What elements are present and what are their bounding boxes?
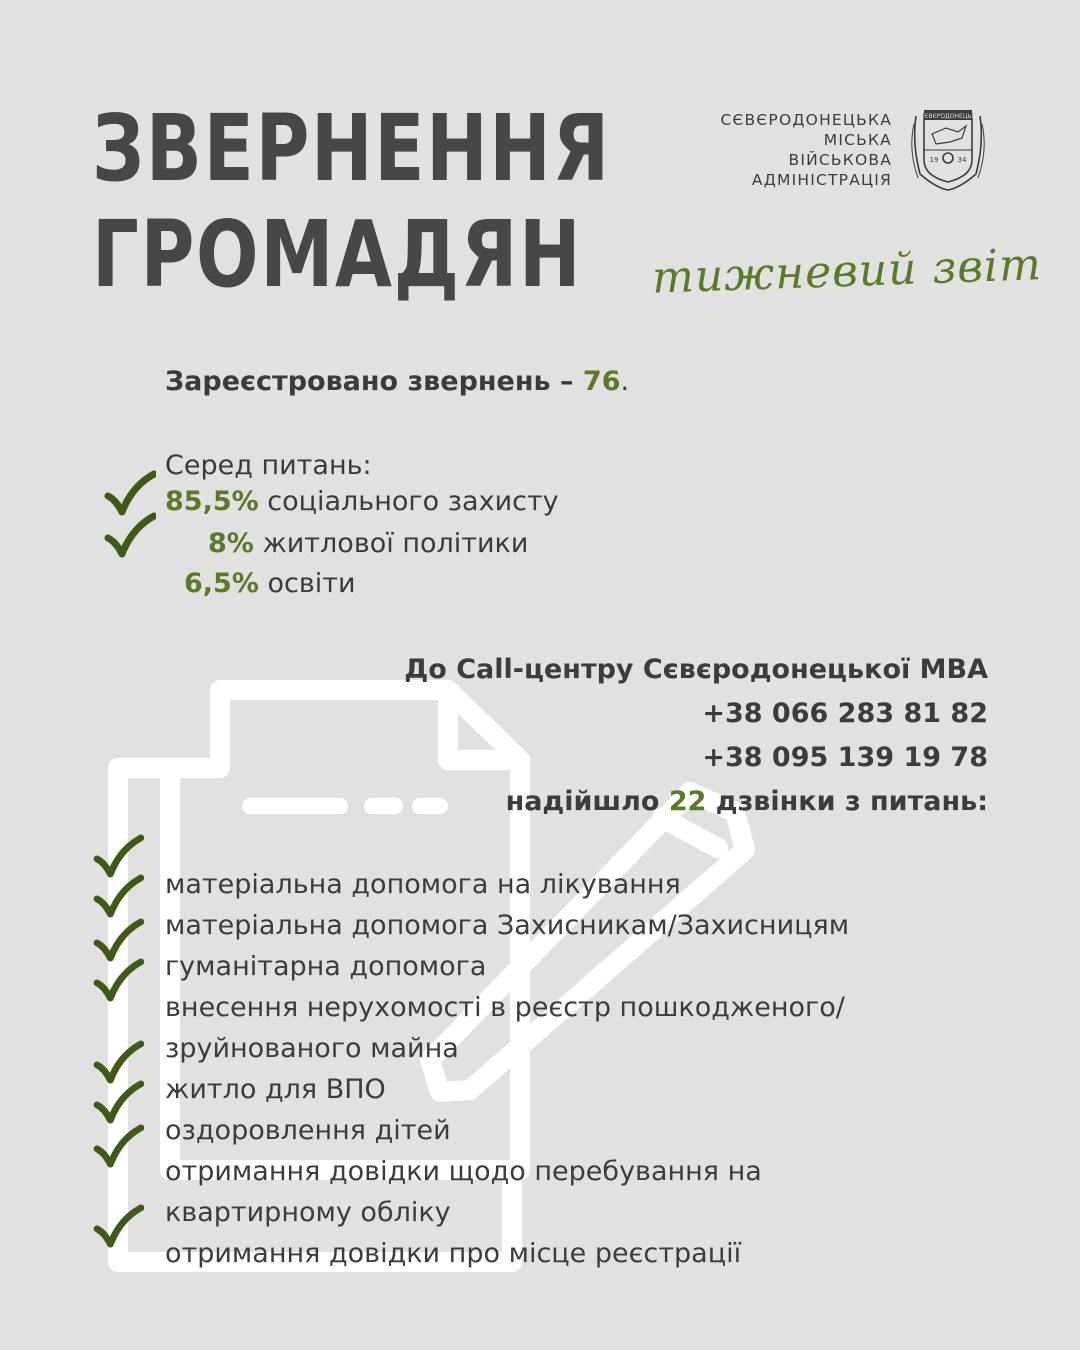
call-center-block	[404, 648, 988, 824]
checkmark-icon	[92, 1080, 144, 1124]
topic-item	[184, 564, 356, 604]
checkmark-icon	[92, 834, 144, 878]
topic-item	[165, 482, 559, 522]
calls-count: 22	[668, 786, 707, 817]
registered-suffix: .	[620, 366, 630, 397]
checkmark-icon	[92, 874, 144, 918]
registered-count: 76	[582, 366, 621, 397]
topic-percent: 8%	[208, 528, 254, 559]
calls-prefix: надійшло	[505, 786, 669, 817]
checkmark-icon	[92, 958, 144, 1002]
title-line-2: ГРОМАДЯН	[92, 201, 583, 308]
org-name	[721, 110, 892, 190]
checkmark-icon	[104, 470, 156, 516]
list-item: зруйнованого майна	[165, 1033, 459, 1064]
weekly-report-script: тижневий звіт	[651, 239, 1043, 304]
emblem-banner: СЄВЄРОДОНЕЦЬК	[920, 113, 976, 120]
list-item: квартирному обліку	[165, 1197, 451, 1228]
list-item: оздоровлення дітей	[165, 1115, 451, 1146]
org-line-1: СЄВЄРОДОНЕЦЬКА	[720, 111, 892, 129]
list-item: отримання довідки щодо перебування на	[165, 1156, 762, 1187]
coat-of-arms-emblem	[906, 104, 990, 192]
list-item: матеріальна допомога на лікування	[165, 869, 681, 900]
emblem-year-left: 19	[929, 156, 939, 164]
phone-number: +38 066 283 81 82	[702, 698, 988, 729]
emblem-year-right: 34	[957, 156, 967, 164]
call-center-heading: До Call-центру Сєвєродонецької МВА	[404, 654, 988, 685]
list-item: матеріальна допомога Захисникам/Захисницям	[165, 910, 850, 941]
topic-label: житлової політики	[262, 528, 529, 559]
list-item: внесення нерухомості в реєстр пошкодженого/	[165, 992, 845, 1023]
checkmark-icon	[92, 1124, 144, 1168]
checkmark-icon	[92, 1040, 144, 1084]
checkmark-icon	[92, 918, 144, 962]
page-title	[92, 96, 611, 308]
topic-percent: 6,5%	[184, 568, 259, 599]
list-item: отримання довідки про місце реєстрації	[165, 1238, 742, 1269]
topics-label: Серед питань:	[165, 450, 372, 481]
org-line-2: МІСЬКА	[823, 131, 892, 149]
calls-suffix: дзвінки з питань:	[706, 786, 988, 817]
calls-summary	[404, 780, 988, 824]
topic-label: соціального захисту	[267, 486, 559, 517]
topic-percent: 85,5%	[165, 486, 259, 517]
checkmark-icon	[92, 1204, 144, 1248]
org-line-4: АДМІНІСТРАЦІЯ	[751, 171, 892, 189]
list-item: житло для ВПО	[165, 1074, 386, 1105]
registered-count-line	[165, 362, 629, 402]
checkmark-icon	[104, 512, 156, 558]
list-item: гуманітарна допомога	[165, 951, 487, 982]
org-line-3: ВІЙСЬКОВА	[788, 151, 892, 169]
title-line-1: ЗВЕРНЕННЯ	[92, 95, 611, 202]
phone-number: +38 095 139 19 78	[702, 742, 988, 773]
registered-label: Зареєстровано звернень –	[165, 366, 583, 397]
topic-label: освіти	[267, 568, 356, 599]
topic-item	[208, 524, 528, 564]
call-issues-list	[165, 864, 849, 1274]
